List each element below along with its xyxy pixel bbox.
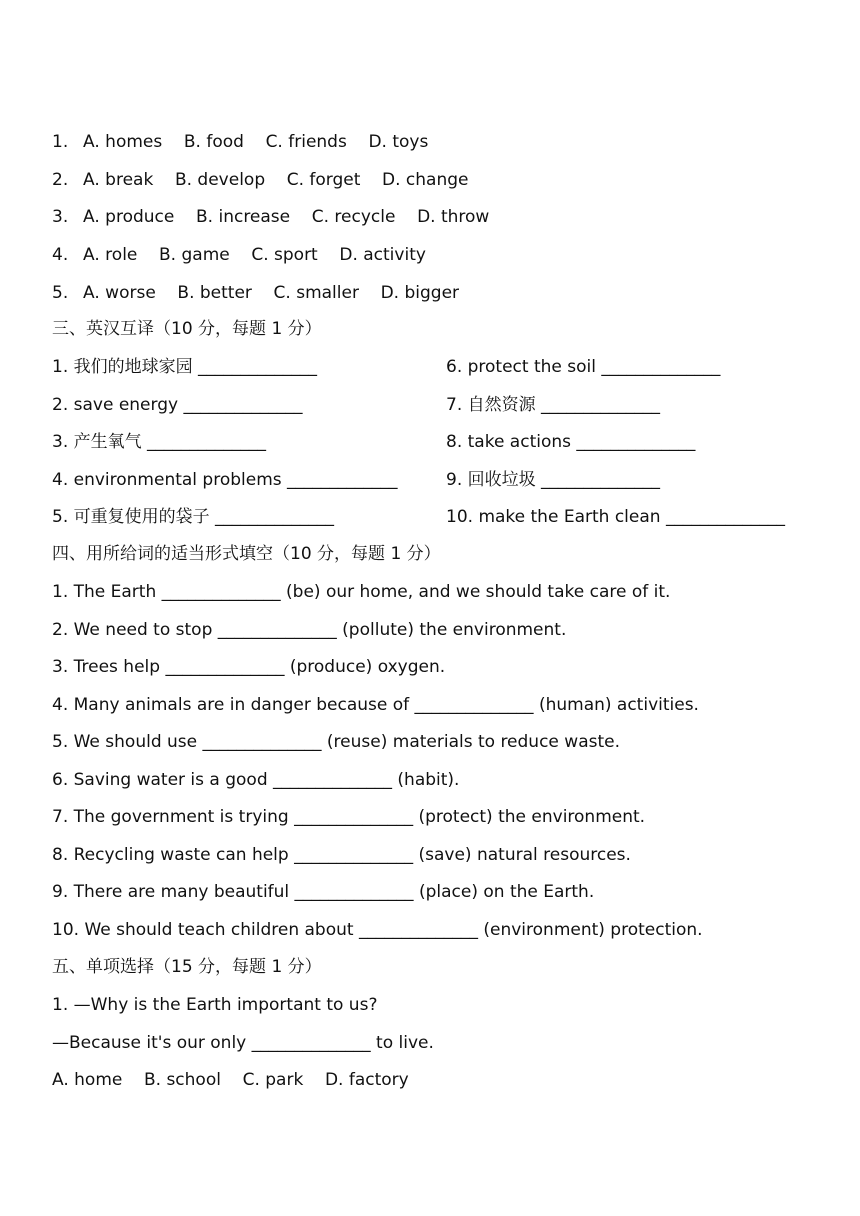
option-b: B. develop: [174, 170, 266, 190]
option-a: A. role: [83, 245, 138, 265]
translation-item-10: 10. make the Earth clean ______________: [446, 507, 785, 527]
translation-item-5: 5. 可重复使用的袋子 ______________: [52, 507, 335, 527]
section-3-title: 三、英汉互译（10 分，每题 1 分）: [52, 319, 322, 339]
fill-blank-item-1: 1. The Earth ______________ (be) our home, and we should take care of it.: [52, 582, 671, 602]
fill-blank-item-8: 8. Recycling waste can help ______________ (save) natural resources.: [52, 845, 631, 865]
question-number: 1.: [52, 132, 69, 152]
fill-blank-item-2: 2. We need to stop ______________ (pollute) the environment.: [52, 620, 567, 640]
translation-item-6: 6. protect the soil ______________: [446, 357, 721, 377]
section-5-title: 五、单项选择（15 分，每题 1 分）: [52, 957, 322, 977]
option-c: C. friends: [265, 132, 347, 152]
mc-question-1: 1. —Why is the Earth important to us?: [52, 995, 378, 1015]
option-b: B. increase: [196, 207, 291, 227]
fill-blank-item-3: 3. Trees help ______________ (produce) oxygen.: [52, 657, 446, 677]
option-d: D. bigger: [380, 283, 460, 303]
fill-blank-item-6: 6. Saving water is a good ______________ (habit).: [52, 770, 460, 790]
translation-item-8: 8. take actions ______________: [446, 432, 696, 452]
option-d: D. factory: [324, 1070, 409, 1090]
translation-item-3: 3. 产生氧气 ______________: [52, 432, 267, 452]
cloze-options-row-2: [52, 168, 469, 192]
option-a: A. worse: [83, 283, 156, 303]
translation-item-7: 7. 自然资源 ______________: [446, 395, 661, 415]
option-b: B. better: [177, 283, 252, 303]
mc-question-1-answer: —Because it's our only ______________ to live.: [52, 1033, 434, 1053]
option-b: B. food: [183, 132, 244, 152]
option-d: D. throw: [417, 207, 490, 227]
fill-blank-item-4: 4. Many animals are in danger because of ______________ (human) activities.: [52, 695, 699, 715]
option-d: D. change: [382, 170, 469, 190]
option-c: C. forget: [286, 170, 361, 190]
question-number: 4.: [52, 245, 69, 265]
question-number: 5.: [52, 283, 69, 303]
fill-blank-item-9: 9. There are many beautiful ______________ (place) on the Earth.: [52, 882, 595, 902]
question-number: 3.: [52, 207, 69, 227]
option-c: C. recycle: [311, 207, 396, 227]
option-b: B. school: [143, 1070, 221, 1090]
option-c: C. smaller: [273, 283, 359, 303]
cloze-options-row-1: [52, 130, 428, 154]
translation-item-4: 4. environmental problems _____________: [52, 470, 398, 490]
cloze-options-row-3: [52, 205, 489, 229]
option-a: A. homes: [83, 132, 163, 152]
translation-item-1: 1. 我们的地球家园 ______________: [52, 357, 318, 377]
cloze-options-row-5: [52, 281, 459, 305]
option-d: D. toys: [368, 132, 429, 152]
mc-question-1-options: [52, 1068, 409, 1092]
option-a: A. home: [52, 1070, 123, 1090]
fill-blank-item-10: 10. We should teach children about ______________ (environment) protection.: [52, 920, 703, 940]
option-b: B. game: [159, 245, 230, 265]
fill-blank-item-5: 5. We should use ______________ (reuse) materials to reduce waste.: [52, 732, 620, 752]
option-d: D. activity: [339, 245, 426, 265]
question-number: 2.: [52, 170, 69, 190]
translation-item-9: 9. 回收垃圾 ______________: [446, 470, 661, 490]
option-c: C. park: [242, 1070, 304, 1090]
translation-item-2: 2. save energy ______________: [52, 395, 303, 415]
fill-blank-item-7: 7. The government is trying ______________ (protect) the environment.: [52, 807, 646, 827]
option-a: A. produce: [83, 207, 175, 227]
section-4-title: 四、用所给词的适当形式填空（10 分，每题 1 分）: [52, 544, 441, 564]
option-a: A. break: [83, 170, 154, 190]
cloze-options-row-4: [52, 243, 426, 267]
option-c: C. sport: [251, 245, 318, 265]
